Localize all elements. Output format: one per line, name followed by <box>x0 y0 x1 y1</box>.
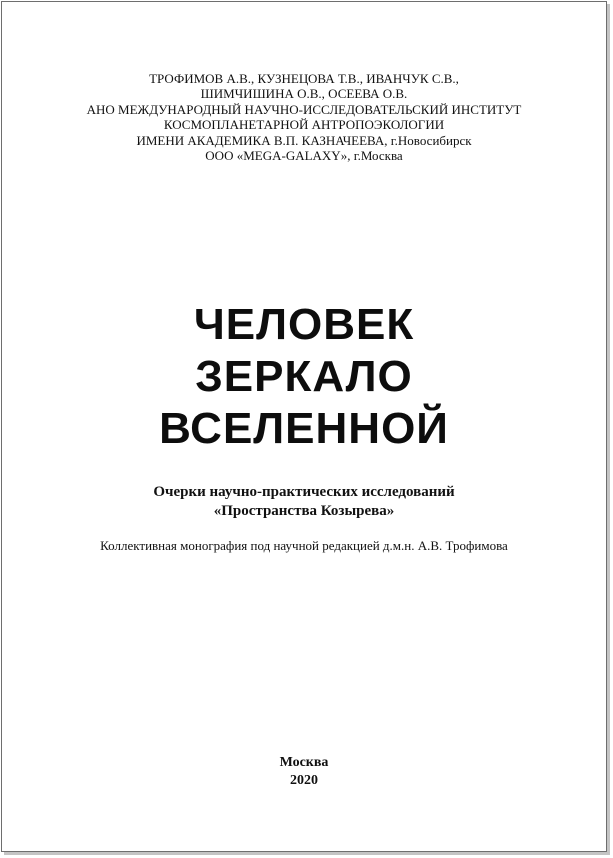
title-page <box>1 1 607 852</box>
book-title-line: ЗЕРКАЛО <box>195 352 413 401</box>
subtitle-line: «Пространства Козырева» <box>213 503 395 519</box>
imprint <box>2 754 606 790</box>
institute-line: ИМЕНИ АКАДЕМИКА В.П. КАЗНАЧЕЕВА, г.Новосибирск <box>136 132 472 148</box>
company-line: ООО «MEGA-GALAXY», г.Москва <box>205 148 403 164</box>
book-title-line: ВСЕЛЕННОЙ <box>159 404 449 453</box>
authors-line: ШИМЧИШИНА О.В., ОСЕЕВА О.В. <box>200 86 408 102</box>
book-title <box>2 299 606 455</box>
institute-line: АНО МЕЖДУНАРОДНЫЙ НАУЧНО-ИССЛЕДОВАТЕЛЬСКИЙ ИНСТИТУТ <box>86 101 522 117</box>
authors-line: ТРОФИМОВ А.В., КУЗНЕЦОВА Т.В., ИВАНЧУК С.В., <box>149 71 459 86</box>
imprint-year: 2020 <box>290 773 318 788</box>
book-title-line: ЧЕЛОВЕК <box>193 300 415 349</box>
imprint-city: Москва <box>279 755 329 770</box>
institute-line: КОСМОПЛАНЕТАРНОЙ АНТРОПОЭКОЛОГИИ <box>163 117 445 133</box>
authors-block <box>2 71 606 163</box>
subtitle-line: Очерки научно-практических исследований <box>153 484 455 500</box>
editor-note: Коллективная монография под научной редакцией д.м.н. А.В. Трофимова <box>100 538 508 553</box>
book-subtitle <box>2 483 606 521</box>
